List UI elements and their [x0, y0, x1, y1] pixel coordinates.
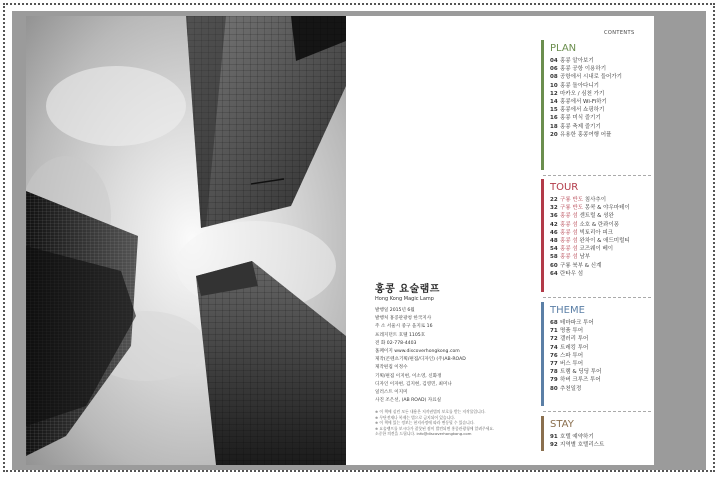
toc-item-title: 침사추이: [584, 197, 607, 203]
toc-item-title: 홍콩 미식 즐기기: [560, 115, 601, 122]
toc-page-number: 78: [550, 369, 558, 376]
toc-item-title: 홍콩 공항 이용하기: [560, 66, 607, 73]
info-line: 주 소 서울시 중구 을지로 16: [375, 324, 433, 330]
toc-item-title: 센트럴 & 셩완: [579, 213, 614, 220]
info-line: 제작(콘텐츠기획/편집/디자인) (주)AB-ROAD: [375, 357, 466, 363]
section-bar: [541, 416, 544, 451]
toc-area-tag: 홍콩 섬: [560, 221, 578, 228]
toc-page-number: 60: [550, 262, 558, 269]
toc-section-theme: [541, 302, 654, 406]
section-title: THEME: [550, 305, 585, 316]
toc-item: [550, 237, 650, 245]
section-divider: [543, 175, 651, 176]
section-divider: [543, 297, 651, 298]
toc-area-tag: 홍콩 섬: [560, 213, 578, 220]
toc-area-tag: 홍콩 섬: [560, 237, 578, 244]
toc-item-title: 홍콩 돌아다니기: [560, 82, 599, 89]
section-title: STAY: [550, 419, 574, 430]
toc-item-title: 트레킹 투어: [560, 344, 589, 351]
toc-page-number: 76: [550, 352, 558, 359]
toc-item: [550, 90, 650, 98]
toc-page-number: 10: [550, 82, 558, 89]
toc-page-number: 12: [550, 90, 558, 97]
toc-items: [550, 319, 650, 393]
toc-item-title: 빅토리아 피크: [579, 229, 614, 236]
section-title: PLAN: [550, 43, 577, 54]
toc-page-number: 92: [550, 442, 558, 449]
toc-item-title: 소호 & 란콰이퐁: [579, 221, 620, 228]
toc-item: [550, 82, 650, 90]
toc-page-number: 32: [550, 205, 558, 212]
toc-area-tag: 홍콩 섬: [560, 246, 578, 253]
toc-item-title: 완차이 & 애드미럴티: [579, 237, 630, 244]
toc-item-title: 홍콩 축제 즐기기: [560, 123, 601, 130]
toc-item: [550, 106, 650, 114]
toc-item: [550, 319, 650, 327]
section-bar: [541, 179, 544, 292]
toc-item: [550, 73, 650, 81]
toc-item: [550, 376, 650, 384]
toc-page-number: 04: [550, 58, 558, 64]
toc-item: [550, 204, 650, 212]
toc-section-tour: [541, 179, 654, 292]
toc-item-title: 하버 크루즈 투어: [560, 377, 601, 384]
contents-label: CONTENTS: [604, 30, 635, 36]
toc-item-title: 남부: [579, 254, 591, 261]
toc-item-title: 마카오 / 심천 가기: [560, 90, 605, 97]
toc-page-number: 36: [550, 213, 558, 220]
toc-item: [550, 98, 650, 106]
toc-item: [550, 360, 650, 368]
toc-item-title: 홍콩에서 쇼핑하기: [560, 107, 605, 114]
toc-page-number: 06: [550, 66, 558, 73]
note-line: ※ 이 책에 실린 모든 내용은 저작권법의 보호를 받는 저작물입니다.: [375, 409, 486, 415]
toc-items: [550, 196, 650, 278]
toc-item: [550, 433, 650, 441]
toc-item-title: 트램 & 딩딩 투어: [560, 369, 602, 376]
skyscraper-photo: [26, 16, 346, 465]
toc-page-number: 64: [550, 270, 558, 277]
toc-item: [550, 327, 650, 335]
toc-item-title: 몽콕 & 야우마테이: [584, 205, 630, 212]
toc-items: [550, 57, 650, 139]
section-divider: [543, 411, 651, 412]
toc-page-number: 14: [550, 98, 558, 105]
toc-area-tag: 홍콩 섬: [560, 229, 578, 236]
toc-item-title: 코즈웨이 베이: [579, 246, 614, 253]
info-line: 제작편집 이정수: [375, 365, 408, 371]
logo-subtitle: Hong Kong Magic Lamp: [375, 296, 434, 302]
note-line: ※ 요술램프를 보시다가 잘못된 점이 발견되면 홍콩관광청에 알려주세요.: [375, 425, 495, 431]
section-bar: [541, 302, 544, 406]
toc-page-number: 71: [550, 328, 558, 335]
info-line: 발행처 홍콩관광청 한국지사: [375, 316, 432, 322]
toc-page-number: 77: [550, 360, 558, 367]
toc-page-number: 16: [550, 115, 558, 122]
toc-page-number: 72: [550, 336, 558, 343]
toc-page-number: 58: [550, 254, 558, 261]
toc-item: [550, 262, 650, 270]
toc-area-tag: 구룡 반도: [560, 197, 584, 203]
toc-page-number: 48: [550, 237, 558, 244]
toc-item: [550, 196, 650, 204]
toc-page-number: 91: [550, 434, 558, 440]
toc-item: [550, 114, 650, 122]
info-line: 프레지던트 호텔 1105호: [375, 332, 426, 338]
note-line: ※ 무단전재나 복제는 법으로 금지되어 있습니다.: [375, 414, 456, 420]
colophon: [375, 280, 535, 436]
toc-item: [550, 253, 650, 261]
info-line: 사진 조은선, (AB ROAD) 자료실: [375, 398, 442, 404]
toc-item-title: 버스 투어: [560, 360, 584, 367]
toc-item-title: 유용한 홍콩여행 어플: [560, 131, 612, 138]
toc-page-number: 80: [550, 385, 558, 392]
note-line: ※ 이 책에 있는 정보는 현지사정에 따라 변동될 수 있습니다.: [375, 420, 475, 426]
toc-page-number: 18: [550, 123, 558, 130]
toc-section-stay: [541, 416, 654, 451]
toc-item: [550, 221, 650, 229]
toc-item-title: 지역별 호텔리스트: [560, 442, 605, 449]
info-line: 일러스트 이지미: [375, 390, 408, 396]
toc-item: [550, 270, 650, 278]
info-line: 발행일 2015년 6월: [375, 308, 415, 313]
toc-section-plan: [541, 40, 654, 170]
toc-item-title: 테마파크 투어: [560, 320, 594, 326]
toc-items: [550, 433, 650, 449]
toc-item: [550, 229, 650, 237]
section-title: TOUR: [550, 182, 579, 193]
toc-item-title: 추천일정: [560, 385, 582, 392]
note-line: 소중한 의견을 드립니다. info@discoverhongkong.com: [375, 431, 472, 437]
toc-page-number: 15: [550, 107, 558, 114]
toc-page-number: 22: [550, 197, 558, 203]
notes: [375, 409, 535, 436]
toc-page-number: 20: [550, 131, 558, 138]
toc-item-title: 호텔 예약하기: [560, 434, 594, 440]
toc-item-title: 공항에서 시내로 들어가기: [560, 74, 622, 81]
toc-item: [550, 441, 650, 449]
publication-info: [375, 307, 535, 405]
toc-item-title: 구룡 북부 & 신계: [560, 262, 602, 269]
toc-item-title: 명품 투어: [560, 328, 584, 335]
toc-page-number: 46: [550, 229, 558, 236]
info-line: 디자인 이자현, 김지현, 김영민, 최미나: [375, 381, 452, 387]
toc-item-title: 홍콩에서 Wi-Fi하기: [560, 98, 607, 105]
toc-page-number: 54: [550, 246, 558, 253]
book-spread: [12, 11, 706, 470]
toc-area-tag: 구룡 반도: [560, 205, 584, 212]
toc-item: [550, 344, 650, 352]
toc-item-title: 스파 투어: [560, 352, 584, 359]
toc-page-number: 74: [550, 344, 558, 351]
toc-item: [550, 245, 650, 253]
info-line: 홈페이지 www.discoverhongkong.com: [375, 349, 460, 355]
toc-item: [550, 57, 650, 65]
page: [26, 16, 654, 465]
info-line: 기획/편집 이지현, 이소영, 신화정: [375, 373, 442, 379]
toc-page-number: 08: [550, 74, 558, 81]
toc-item: [550, 131, 650, 139]
toc-item-title: 갤러리 투어: [560, 336, 589, 343]
toc-page-number: 42: [550, 221, 558, 228]
toc-item: [550, 65, 650, 73]
toc-item-title: 홍콩 알아보기: [560, 58, 594, 64]
toc-area-tag: 홍콩 섬: [560, 254, 578, 261]
info-line: 전 화 02-778-4403: [375, 340, 417, 346]
toc-item: [550, 212, 650, 220]
toc-item: [550, 123, 650, 131]
toc-item: [550, 335, 650, 343]
toc-item-title: 란타우 섬: [560, 270, 584, 277]
toc-item: [550, 352, 650, 360]
section-bar: [541, 40, 544, 170]
logo: 홍콩 요술램프: [375, 284, 440, 295]
toc-page-number: 79: [550, 377, 558, 384]
toc-item: [550, 385, 650, 393]
toc-page-number: 68: [550, 320, 558, 326]
toc-item: [550, 368, 650, 376]
